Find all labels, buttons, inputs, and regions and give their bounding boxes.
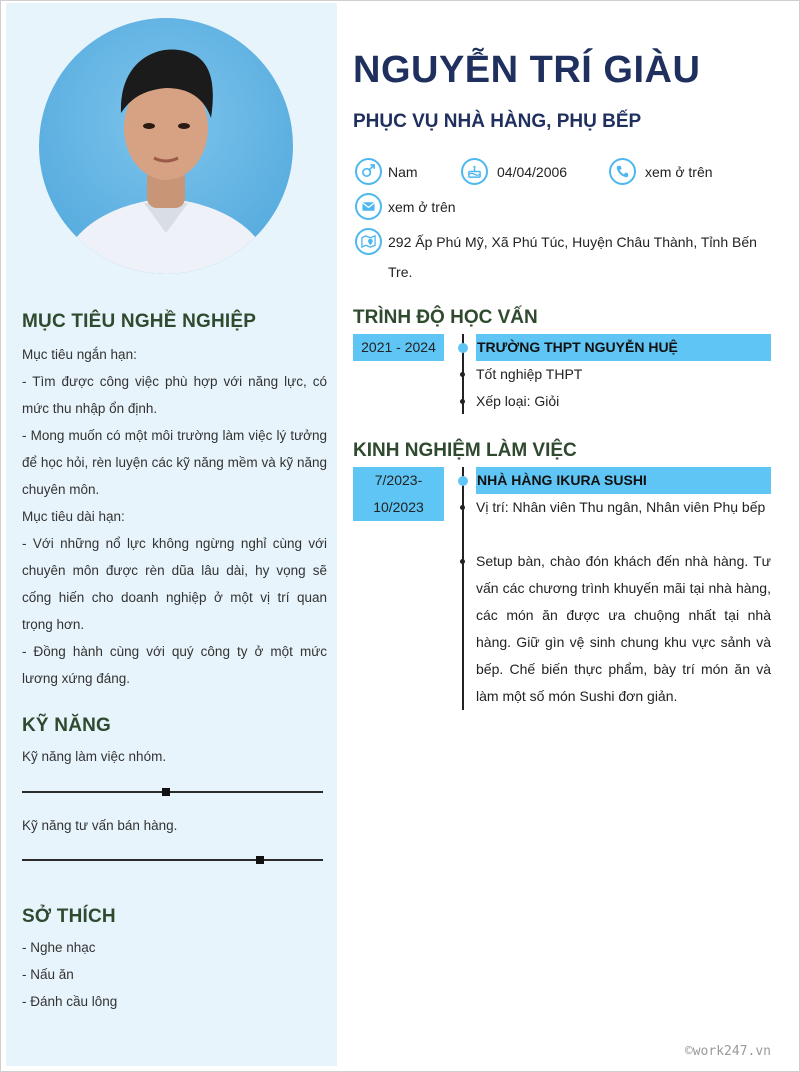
hobby-item: - Đánh cầu lông [22,994,118,1009]
objective-line: - Tìm được công việc phù hợp với năng lực, có mức thu nhập ổn định. [22,374,327,416]
objective-text [22,341,327,692]
timeline-dot [458,476,468,486]
bullet-dot [460,559,465,564]
experience-date-line: 7/2023- [374,472,423,488]
experience-timeline [462,467,464,710]
birthday-cake-icon [461,158,488,185]
education-detail: Xếp loại: Giỏi [476,393,560,409]
skills-title: KỸ NĂNG [22,715,112,736]
experience-title: KINH NGHIỆM LÀM VIỆC [353,440,577,461]
skill-label: Kỹ năng tư vấn bán hàng. [22,818,178,833]
phone-icon [609,158,636,185]
candidate-role: PHỤC VỤ NHÀ HÀNG, PHỤ BẾP [353,111,642,132]
objective-line: Mục tiêu dài hạn: [22,509,125,524]
education-date: 2021 - 2024 [353,334,444,361]
skill-bar [22,791,323,793]
profile-photo-illustration [39,18,293,274]
gender-icon [355,158,382,185]
sidebar [6,3,337,1066]
experience-company: NHÀ HÀNG IKURA SUSHI [476,467,771,494]
hobby-item: - Nghe nhạc [22,940,96,955]
gender-value: Nam [388,164,418,180]
phone-value: xem ở trên [645,164,713,180]
address-value [388,227,783,287]
objective-line: - Với những nổ lực không ngừng nghỉ cùng với chuyên môn được rèn dũa lâu dài, hy vọng sẽ cống hiến cho doanh nghiệp ở một vị trí quan trọng hơn. [22,536,327,632]
email-value: xem ở trên [388,199,456,215]
birthday-value: 04/04/2006 [497,164,568,180]
skill-level-marker [256,856,264,864]
education-title: TRÌNH ĐỘ HỌC VẤN [353,307,538,328]
bullet-dot [460,399,465,404]
candidate-name: NGUYỄN TRÍ GIÀU [353,49,701,91]
profile-photo [39,18,293,274]
skill-label: Kỹ năng làm việc nhóm. [22,749,167,764]
skill-bar [22,859,323,861]
hobby-item: - Nấu ăn [22,967,74,982]
education-detail: Tốt nghiệp THPT [476,366,583,382]
skill-level-marker [162,788,170,796]
hobbies-title: SỞ THÍCH [22,906,116,927]
objective-line: Mục tiêu ngắn hạn: [22,347,137,362]
experience-date-line: 10/2023 [373,499,424,515]
address-line: 292 Ấp Phú Mỹ, Xã Phú Túc, Huyện Châu Thành, Tỉnh Bến [388,234,757,250]
objective-line: - Đồng hành cùng với quý công ty ở một mức lương xứng đáng. [22,644,327,686]
experience-date [353,467,444,521]
map-location-icon [355,228,382,255]
bullet-dot [460,505,465,510]
education-school: TRƯỜNG THPT NGUYỄN HUỆ [476,334,771,361]
timeline-dot [458,343,468,353]
objective-title: MỤC TIÊU NGHỀ NGHIỆP [22,311,257,332]
experience-detail: Vị trí: Nhân viên Thu ngân, Nhân viên Phụ bếp [476,499,766,515]
watermark: ©work247.vn [684,1044,771,1059]
bullet-dot [460,372,465,377]
objective-line: - Mong muốn có một môi trường làm việc lý tưởng để học hỏi, rèn luyện các kỹ năng mềm và kỹ năng chuyên môn. [22,428,327,497]
email-icon [355,193,382,220]
address-line: Tre. [388,264,413,280]
experience-detail: Setup bàn, chào đón khách đến nhà hàng. Tư vấn các chương trình khuyến mãi tại nhà hàng, các món ăn được ưa chuộng nhất tại nhà hàng. Giữ gìn vệ sinh chung khu vực sảnh và bếp. Chế biến thực phẩm, bày trí món ăn và làm một số món Sushi đơn giản. [476,553,771,704]
